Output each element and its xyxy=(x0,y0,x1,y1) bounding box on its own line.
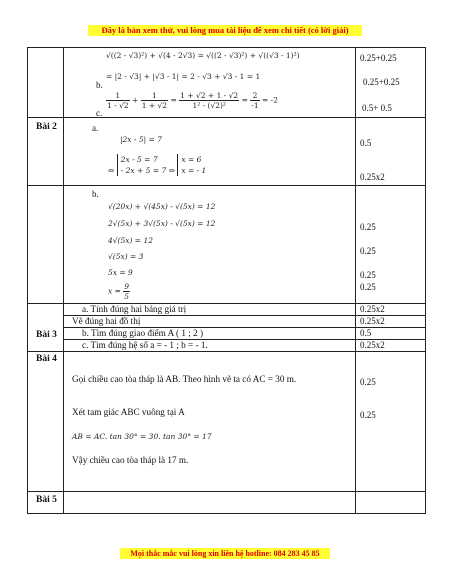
item-b-label: b. xyxy=(92,189,99,199)
label-cell xyxy=(28,118,64,186)
points-value: 0.5 xyxy=(360,138,372,148)
points-cell xyxy=(356,328,426,340)
math-fraction-line: $\frac{1}{1 - √2}$ + $\frac{1}{1 + √2}$ = $\frac{1 + √2 + 1 - √2}{\text{1² - (√2)²}}$ = $\frac{2}{-1}$ = -2 xyxy=(107,91,278,110)
label-cell xyxy=(28,352,64,492)
points-value: 0.25 xyxy=(360,270,376,280)
points-value: 0.25 xyxy=(360,246,376,256)
points-value: 0.25 xyxy=(360,410,376,420)
grading-table xyxy=(27,47,426,514)
math-line: √(20x) + √(45x) - √(5x) = 12 xyxy=(108,202,216,211)
points-cell xyxy=(356,118,426,186)
label-cell xyxy=(28,186,64,304)
points-value: 0.25x2 xyxy=(360,304,385,314)
math-line: |2x - 5| = 7 xyxy=(120,135,162,144)
table-row-bai3-graph xyxy=(28,316,426,328)
points-value: 0.25x2 xyxy=(360,340,385,350)
label-cell xyxy=(28,48,64,118)
points-value: 0.5+ 0.5 xyxy=(362,103,392,113)
content-cell xyxy=(64,492,356,514)
content-cell xyxy=(64,328,356,340)
math-line: = |2 - √3| + |√3 - 1| = 2 - √3 + √3 - 1 = 1 xyxy=(106,72,261,81)
math-system: ⇔ 2x - 5 = 7 - 2x + 5 = 7 ⇒ x = 6 x = - 1 xyxy=(108,155,207,175)
label-cell xyxy=(28,304,64,352)
math-fraction-line: x = $\frac{9}{5}$ xyxy=(108,282,130,301)
table-row-bai2a xyxy=(28,118,426,186)
points-cell xyxy=(356,340,426,352)
content-cell xyxy=(64,316,356,328)
math-line: 4√(5x) = 12 xyxy=(108,236,153,245)
table-row-bai4 xyxy=(28,352,426,492)
content-cell xyxy=(64,118,356,186)
content-cell xyxy=(64,186,356,304)
item-a-label: a. xyxy=(92,123,99,133)
math-line: AB = AC. tan 30° = 30. tan 30° = 17 xyxy=(72,432,212,441)
table-row-bai3-b xyxy=(28,328,426,340)
points-cell xyxy=(356,186,426,304)
math-line: √((2 - √3)²) + √(4 - 2√3) = √((2 - √3)²) + √((√3 - 1)²) xyxy=(106,51,300,60)
points-value: 0.25+0.25 xyxy=(363,77,400,87)
points-value: 0.25 xyxy=(360,222,376,232)
grading-line: Vẽ đúng hai đồ thị xyxy=(72,316,141,326)
table-row-bai1-cont xyxy=(28,48,426,118)
section-label: Bài 2 xyxy=(36,122,57,132)
points-value: 0.25x2 xyxy=(360,172,385,182)
content-cell xyxy=(64,48,356,118)
points-value: 0.25+0.25 xyxy=(360,53,397,63)
table-row-bai5 xyxy=(28,492,426,514)
label-cell xyxy=(28,492,64,514)
preview-banner: Đây là bản xem thử, vui lòng mua tài liệu để xem chi tiết (có lời giải) xyxy=(88,25,362,36)
points-cell xyxy=(356,48,426,118)
table-row-bai3-a xyxy=(28,304,426,316)
content-cell xyxy=(64,340,356,352)
grading-line: a. Tính đúng hai bảng giá trị xyxy=(82,304,187,314)
content-cell xyxy=(64,352,356,492)
item-c-label: c. xyxy=(96,108,103,118)
points-value: 0.25 xyxy=(360,282,376,292)
grading-line: c. Tìm đúng hệ số a = - 1 ; b = - 1. xyxy=(82,340,208,350)
points-value: 0.5 xyxy=(360,328,372,338)
points-value: 0.25x2 xyxy=(360,316,385,326)
math-line: √(5x) = 3 xyxy=(108,252,144,261)
section-label: Bài 5 xyxy=(36,495,57,505)
points-cell xyxy=(356,492,426,514)
solution-text: Vậy chiều cao tòa tháp là 17 m. xyxy=(72,455,189,465)
content-cell xyxy=(64,304,356,316)
points-cell xyxy=(356,352,426,492)
points-cell xyxy=(356,304,426,316)
table-row-bai3-c xyxy=(28,340,426,352)
solution-text: Gọi chiều cao tòa tháp là AB. Theo hình vẽ ta có AC = 30 m. xyxy=(72,374,297,384)
section-label: Bài 4 xyxy=(36,354,57,364)
points-cell xyxy=(356,316,426,328)
points-value: 0.25 xyxy=(360,377,376,387)
solution-text: Xét tam giác ABC vuông tại A xyxy=(72,407,185,417)
math-line: 5x = 9 xyxy=(108,268,133,277)
item-b-label: b. xyxy=(96,80,103,90)
hotline-banner: Mọi thắc mắc vui lòng xin liên hệ hotline: 084 283 45 85 xyxy=(120,548,330,559)
table-row-bai2b xyxy=(28,186,426,304)
grading-line: b. Tìm đúng giao điểm A ( 1 ; 2 ) xyxy=(82,328,204,338)
section-label: Bài 3 xyxy=(36,330,57,340)
math-line: 2√(5x) + 3√(5x) - √(5x) = 12 xyxy=(108,219,216,228)
